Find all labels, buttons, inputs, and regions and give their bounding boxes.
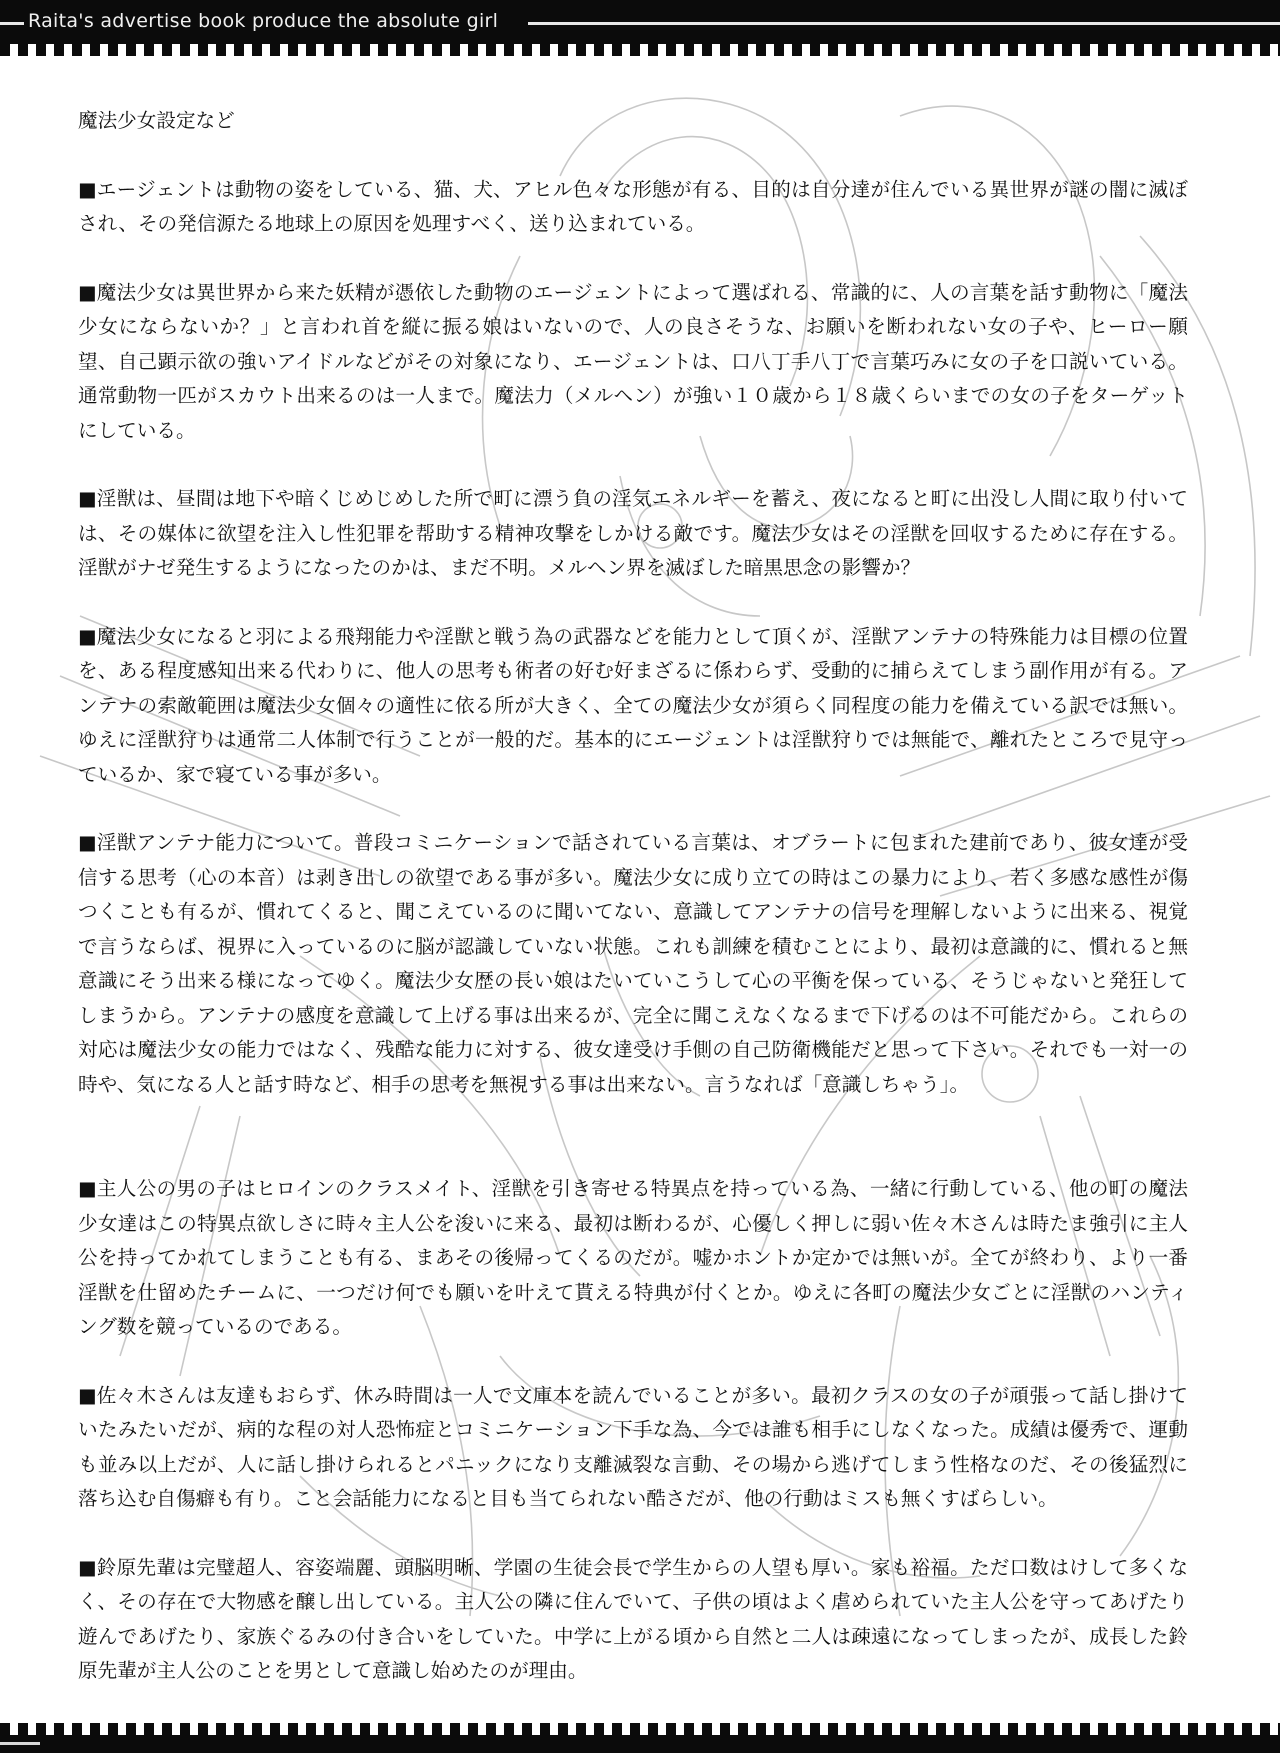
paragraph-abilities: ■魔法少女になると羽による飛翔能力や淫獣と戦う為の武器などを能力として頂くが、淫獣アンテナの特殊能力は目標の位置を、ある程度感知出来る代わりに、他人の思考も術者の好む好まざるに係わらず、受動的に捕らえてしまう副作用が有る。アンテナの索敵範囲は魔法少女個々の適性に依る所が大きく、全ての魔法少女が須らく同程度の能力を備えている訳では無い。ゆえに淫獣狩りは通常二人体制で行うことが一般的だ。基本的にエージェントは淫獣狩りでは無能で、離れたところで見守っているか、家で寝ている事が多い。 bbox=[78, 624, 1188, 786]
paragraph-agent: ■エージェントは動物の姿をしている、猫、犬、アヒル色々な形態が有る、目的は自分達が住んでいる異世界が謎の闇に滅ぼされ、その発信源たる地球上の原因を処理すべく、送り込まれている。 bbox=[78, 177, 1188, 235]
checker-border-top bbox=[0, 44, 1280, 56]
book-title: Raita's advertise book produce the absolute girl bbox=[28, 10, 499, 32]
header-rule-right bbox=[528, 22, 1280, 25]
paragraph-suzuhara: ■鈴原先輩は完璧超人、容姿端麗、頭脳明晰、学園の生徒会長で学生からの人望も厚い。家も裕福。ただ口数はけして多くなく、その存在で大物感を醸し出している。主人公の隣に住んでいて、子供の頃はよく虐められていた主人公を守ってあげたり遊んであげたり、家族ぐるみの付き合いをしていた。中学に上がる頃から自然と二人は疎遠になってしまったが、成長した鈴原先輩が主人公のことを男として意識し始めたのが理由。 bbox=[78, 1555, 1188, 1682]
paragraph-protagonist: ■主人公の男の子はヒロインのクラスメイト、淫獣を引き寄せる特異点を持っている為、一緒に行動している、他の町の魔法少女達はこの特異点欲しさに時々主人公を浚いに来る、最初は断わるが、心優しく押しに弱い佐々木さんは時たま強引に主人公を持ってかれてしまうことも有る、まあその後帰ってくるのだが。嘘かホントか定かでは無いが。全てが終わり、より一番淫獣を仕留めたチームに、一つだけ何でも願いを叶えて貰える特典が付くとか。ゆえに各町の魔法少女ごとに淫獣のハンティング数を競っているのである。 bbox=[78, 1177, 1188, 1338]
document-heading: 魔法少女設定など bbox=[78, 109, 235, 132]
paragraph-antenna: ■淫獣アンテナ能力について。普段コミニケーションで話されている言葉は、オブラートに包まれた建前であり、彼女達が受信する思考（心の本音）は剥き出しの欲望である事が多い。魔法少女に成り立ての時はこの暴力により、若く多感な感性が傷つくことも有るが、慣れてくると、聞こえているのに聞いてない、意識してアンテナの信号を理解しないように出来る、視覚で言うならば、視界に入っているのに脳が認識していない状態。これも訓練を積むことにより、最初は意識的に、慣れると無意識にそう出来る様になってゆく。魔法少女歴の長い娘はたいていこうして心の平衡を保っている、そうじゃないと発狂してしまうから。アンテナの感度を意識して上げる事は出来るが、完全に聞こえなくなるまで下げるのは不可能だから。これらの対応は魔法少女の能力ではなく、残酷な能力に対する、彼女達受け手側の自己防衛機能だと思って下さい。それでも一対一の時や、気になる人と話す時など、相手の思考を無視する事は出来ない。言うなれば「意識しちゃう」。 bbox=[78, 831, 1188, 1096]
page-header-bar bbox=[0, 0, 1280, 44]
document-body bbox=[78, 104, 1188, 1723]
footer-rule-left bbox=[0, 1742, 40, 1745]
header-title-row bbox=[0, 4, 1280, 40]
checker-border-bottom bbox=[0, 1723, 1280, 1735]
page-footer-bar bbox=[0, 1735, 1280, 1753]
header-rule-left bbox=[0, 22, 24, 25]
paragraph-beast: ■淫獣は、昼間は地下や暗くじめじめした所で町に漂う負の淫気エネルギーを蓄え、夜になると町に出没し人間に取り付いては、その媒体に欲望を注入し性犯罪を帮助する精神攻撃をしかける敵です。魔法少女はその淫獣を回収するために存在する。淫獣がナゼ発生するようになったのかは、まだ不明。メルヘン界を滅ぼした暗黒思念の影響か？ bbox=[78, 487, 1188, 579]
paragraph-sasaki: ■佐々木さんは友達もおらず、休み時間は一人で文庫本を読んでいることが多い。最初クラスの女の子が頑張って話し掛けていたみたいだが、病的な程の対人恐怖症とコミニケーション下手な為、今では誰も相手にしなくなった。成績は優秀で、運動も並み以上だが、人に話し掛けられるとパニックになり支離滅裂な言動、その場から逃げてしまう性格なのだ、その後猛烈に落ち込む自傷癖も有り。こと会話能力になると目も当てられない酷さだが、他の行動はミスも無くすばらしい。 bbox=[78, 1383, 1188, 1510]
paragraph-magical-girl: ■魔法少女は異世界から来た妖精が憑依した動物のエージェントによって選ばれる、常識的に、人の言葉を話す動物に「魔法少女にならないか？」と言われ首を縦に振る娘はいないので、人の良さそうな、お願いを断われない女の子や、ヒーロー願望、自己顕示欲の強いアイドルなどがその対象になり、エージェントは、口八丁手八丁で言葉巧みに女の子を口説いている。通常動物一匹がスカウト出来るのは一人まで。魔法力（メルヘン）が強い１０歳から１８歳くらいまでの女の子をターゲットにしている。 bbox=[78, 280, 1188, 442]
